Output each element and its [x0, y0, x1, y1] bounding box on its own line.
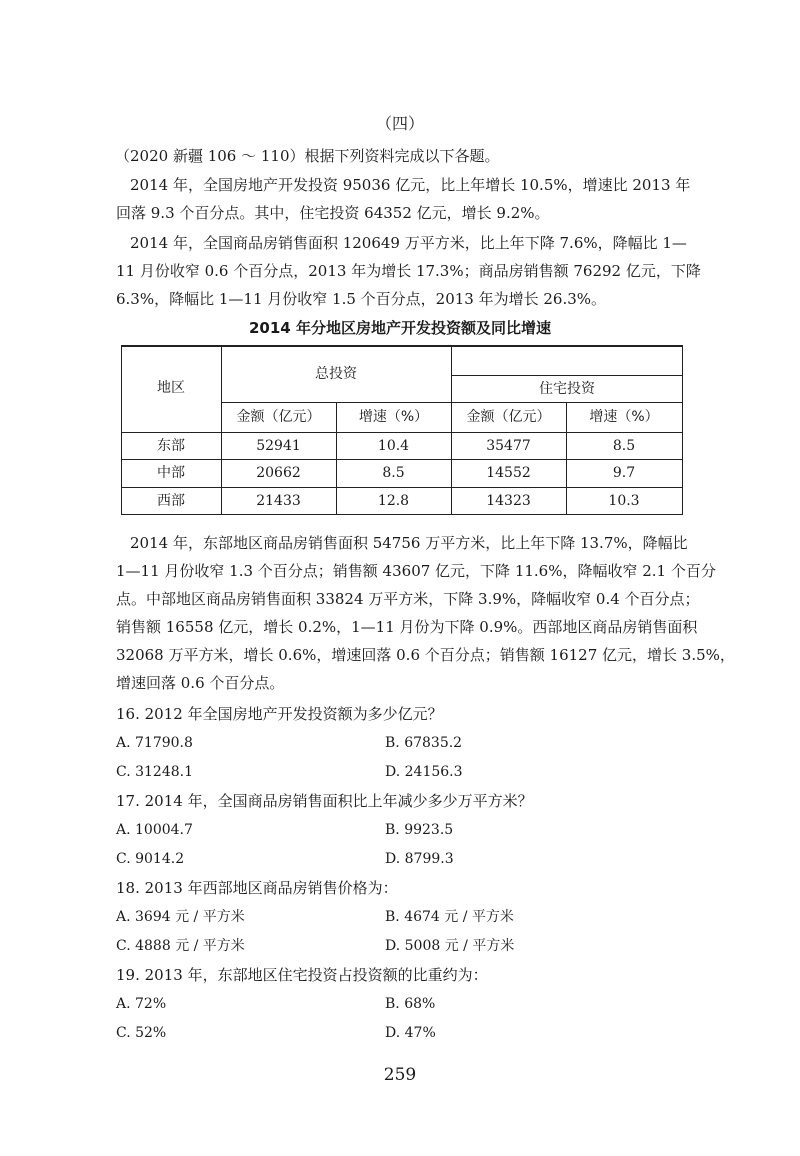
row-west-res-amount: 14323 [486, 493, 531, 509]
table-row-divider [121, 459, 683, 460]
table-title: 2014 年分地区房地产开发投资额及同比增速 [249, 319, 551, 337]
table-right-border [682, 345, 683, 515]
header-residential-investment: 住宅投资 [539, 381, 595, 397]
option-d[interactable]: D. 8799.3 [385, 851, 454, 867]
header-region: 地区 [157, 380, 185, 396]
row-central-res-growth: 9.7 [612, 465, 636, 481]
header-total-investment: 总投资 [315, 366, 357, 382]
option-c[interactable]: C. 52% [116, 1025, 167, 1041]
para2-line: 6.3%，降幅比 1—11 月份收窄 1.5 个百分点，2013 年为增长 26.3%。 [116, 290, 607, 308]
option-d[interactable]: D. 47% [385, 1025, 436, 1041]
para2-line: 11 月份收窄 0.6 个百分点，2013 年为增长 17.3%；商品房销售额 76292 亿元，下降 [116, 262, 701, 280]
question-stem: 19. 2013 年，东部地区住宅投资占投资额的比重约为： [116, 966, 488, 984]
row-west-res-growth: 10.3 [608, 493, 640, 509]
para3-line: 2014 年，东部地区商品房销售面积 54756 万平方米，比上年下降 13.7%，降幅比 [130, 534, 688, 552]
option-d[interactable]: D. 24156.3 [385, 764, 463, 780]
row-east-total-growth: 10.4 [377, 438, 410, 454]
row-central-res-amount: 14552 [486, 465, 531, 481]
para3-line: 1—11 月份收窄 1.3 个百分点；销售额 43607 亿元，下降 11.6%，降幅收窄 2.1 个百分 [116, 562, 716, 580]
para1-line: 2014 年，全国房地产开发投资 95036 亿元，比上年增长 10.5%，增速比 2013 年 [130, 176, 691, 194]
para1-line: 回落 9.3 个百分点。其中，住宅投资 64352 亿元，增长 9.2%。 [116, 204, 550, 222]
para3-line: 点。中部地区商品房销售面积 33824 万平方米，下降 3.9%，降幅收窄 0.4 个百分点； [116, 590, 700, 608]
question-stem: 18. 2013 年西部地区商品房销售价格为： [116, 879, 398, 897]
table-col-divider [451, 345, 452, 515]
question-stem: 16. 2012 年全国房地产开发投资额为多少亿元？ [116, 705, 443, 723]
para3-line: 增速回落 0.6 个百分点。 [116, 674, 285, 692]
row-east-total-amount: 52941 [256, 438, 301, 454]
option-b[interactable]: B. 67835.2 [385, 735, 463, 751]
investment-table [121, 345, 683, 515]
row-west-region: 西部 [157, 493, 185, 509]
question-stem: 17. 2014 年，全国商品房销售面积比上年减少多少万平方米？ [116, 792, 533, 810]
option-b[interactable]: B. 9923.5 [385, 822, 454, 838]
row-east-region: 东部 [157, 438, 185, 454]
page-number: 259 [383, 1065, 417, 1085]
table-group-divider [451, 375, 683, 376]
table-row-divider [121, 487, 683, 488]
para3-line: 32068 万平方米，增长 0.6%，增速回落 0.6 个百分点；销售额 16127 亿元，增长 3.5%， [116, 646, 735, 664]
option-b[interactable]: B. 4674 元 / 平方米 [385, 909, 514, 925]
row-west-total-growth: 12.8 [377, 493, 410, 509]
option-a[interactable]: A. 71790.8 [116, 735, 193, 751]
header-total-growth: 增速（%） [358, 409, 429, 425]
option-a[interactable]: A. 3694 元 / 平方米 [116, 909, 245, 925]
table-bottom-border [121, 514, 683, 515]
option-c[interactable]: C. 31248.1 [116, 764, 194, 780]
option-c[interactable]: C. 9014.2 [116, 851, 185, 867]
header-res-amount: 金额（亿元） [466, 409, 551, 425]
table-subheader-divider [221, 402, 683, 403]
intro-line: （2020 新疆 106 ～ 110）根据下列资料完成以下各题。 [115, 147, 500, 165]
para2-line: 2014 年，全国商品房销售面积 120649 万平方米，比上年下降 7.6%，降幅比 1— [130, 234, 687, 252]
table-left-border [121, 345, 122, 515]
option-a[interactable]: A. 10004.7 [116, 822, 193, 838]
header-total-amount: 金额（亿元） [236, 409, 321, 425]
row-central-region: 中部 [157, 465, 185, 481]
row-west-total-amount: 21433 [256, 493, 301, 509]
option-d[interactable]: D. 5008 元 / 平方米 [385, 938, 515, 954]
option-b[interactable]: B. 68% [385, 996, 436, 1012]
row-central-total-amount: 20662 [256, 465, 301, 481]
option-a[interactable]: A. 72% [116, 996, 167, 1012]
header-res-growth: 增速（%） [589, 409, 659, 425]
table-top-border [121, 345, 683, 347]
para3-line: 销售额 16558 亿元，增长 0.2%，1—11 月份为下降 0.9%。西部地区商品房销售面积 [116, 618, 698, 636]
row-central-total-growth: 8.5 [382, 465, 405, 481]
section-title: （四） [375, 114, 424, 133]
row-east-res-amount: 35477 [486, 438, 531, 454]
row-east-res-growth: 8.5 [612, 438, 636, 454]
table-header-bottom [121, 432, 683, 433]
option-c[interactable]: C. 4888 元 / 平方米 [116, 938, 245, 954]
